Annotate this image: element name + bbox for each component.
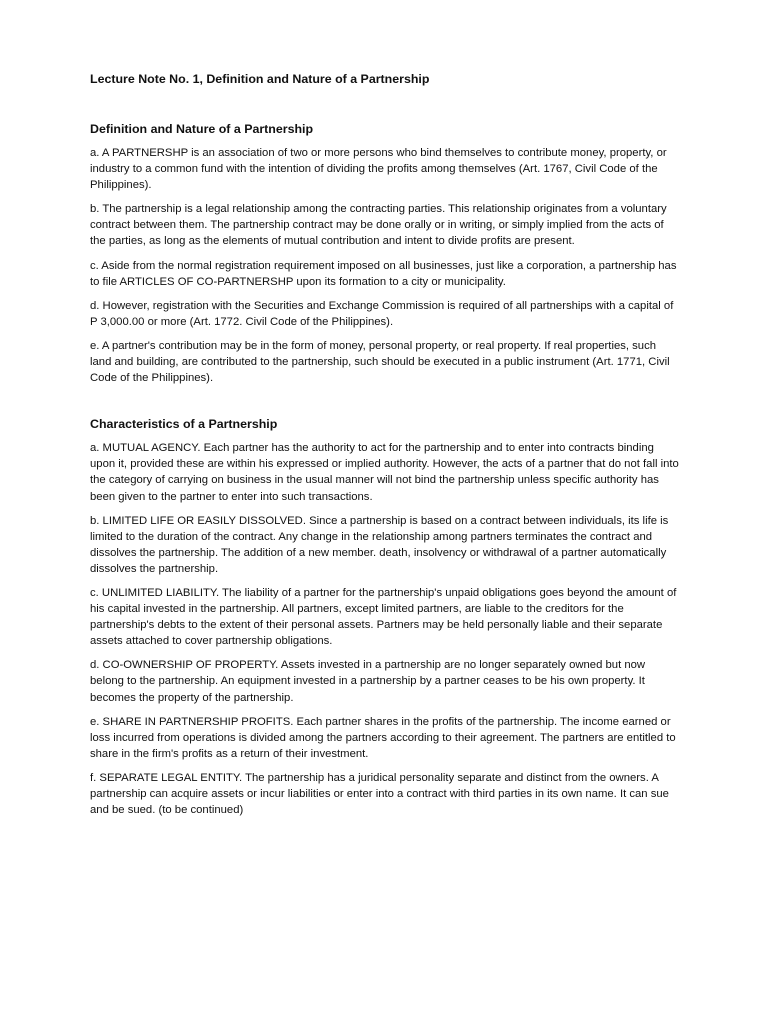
- paragraph: f. SEPARATE LEGAL ENTITY. The partnership has a juridical personality separate and distinct from the owners. A partnership can acquire assets or incur liabilities or enter into a contract with third parties in its own name. It can sue and be sued. (to be continued): [90, 771, 669, 817]
- section-characteristics: [90, 416, 680, 818]
- paragraph: d. However, registration with the Securities and Exchange Commission is required of all partnerships with a capital of P 3,000.00 or more (Art. 1772. Civil Code of the Philippines).: [90, 299, 674, 328]
- paragraph: c. Aside from the normal registration requirement imposed on all businesses, just like a corporation, a partnership has to file ARTICLES OF CO-PARTNERSHP upon its formation to a city or municipality.: [90, 259, 677, 288]
- paragraph: a. A PARTNERSHP is an association of two or more persons who bind themselves to contribute money, property, or industry to a common fund with the intention of dividing the profits among themselves (Art. 1767, Civil Code of the Philippines).: [90, 147, 667, 192]
- paragraph: b. The partnership is a legal relationship among the contracting parties. This relationship originates from a voluntary contract between them. The partnership contract may be done orally or in writing, or simply implied from the acts of the parties, as long as the elements of mutual contribution and intent to divide profits are present.: [90, 203, 667, 248]
- section-heading: Definition and Nature of a Partnership: [90, 122, 314, 136]
- document-title: Lecture Note No. 1, Definition and Nature of a Partnership: [90, 72, 430, 86]
- paragraph: c. UNLIMITED LIABILITY. The liability of a partner for the partnership's unpaid obligations goes beyond the amount of his capital invested in the partnership. All partners, except limited partners, are liable to the creditors for the partnership's debts to the extent of their personal assets. Partners may be held personally liable and their separate assets attached to cover partnership obligations.: [90, 586, 677, 648]
- paragraph: e. A partner's contribution may be in the form of money, personal property, or real property. If real properties, such land and building, are contributed to the partnership, such should be executed in a public instrument (Art. 1771, Civil Code of the Philippines).: [90, 339, 670, 385]
- paragraph: a. MUTUAL AGENCY. Each partner has the authority to act for the partnership and to enter into contracts binding upon it, provided these are within his expressed or implied authority. However, the acts of a partner that do not fall into the category of carrying on business in the usual manner will not bind the partnership unless specific authority has been given to the partner to enter into such transactions.: [90, 442, 679, 503]
- section-heading: Characteristics of a Partnership: [90, 417, 278, 432]
- section-spacer: [90, 394, 680, 416]
- paragraph: d. CO-OWNERSHIP OF PROPERTY. Assets invested in a partnership are no longer separately owned but now belong to the partnership. An equipment invested in a partnership by a partner ceases to be his own property. It becomes the property of the partnership.: [90, 659, 646, 704]
- document-page: [90, 71, 680, 826]
- paragraph: b. LIMITED LIFE OR EASILY DISSOLVED. Since a partnership is based on a contract between individuals, its life is limited to the duration of the contract. Any change in the relationship among partners terminates the contract and dissolves the partnership. The addition of a new member. death, insolvency or withdrawal of a partner automatically dissolves the partnership.: [90, 514, 669, 575]
- paragraph: e. SHARE IN PARTNERSHIP PROFITS. Each partner shares in the profits of the partnership. The income earned or loss incurred from operations is divided among the partners according to their agreement. The partners are entitled to share in the firm's profits as a return of their investment.: [90, 715, 676, 760]
- section-definition: [90, 121, 680, 386]
